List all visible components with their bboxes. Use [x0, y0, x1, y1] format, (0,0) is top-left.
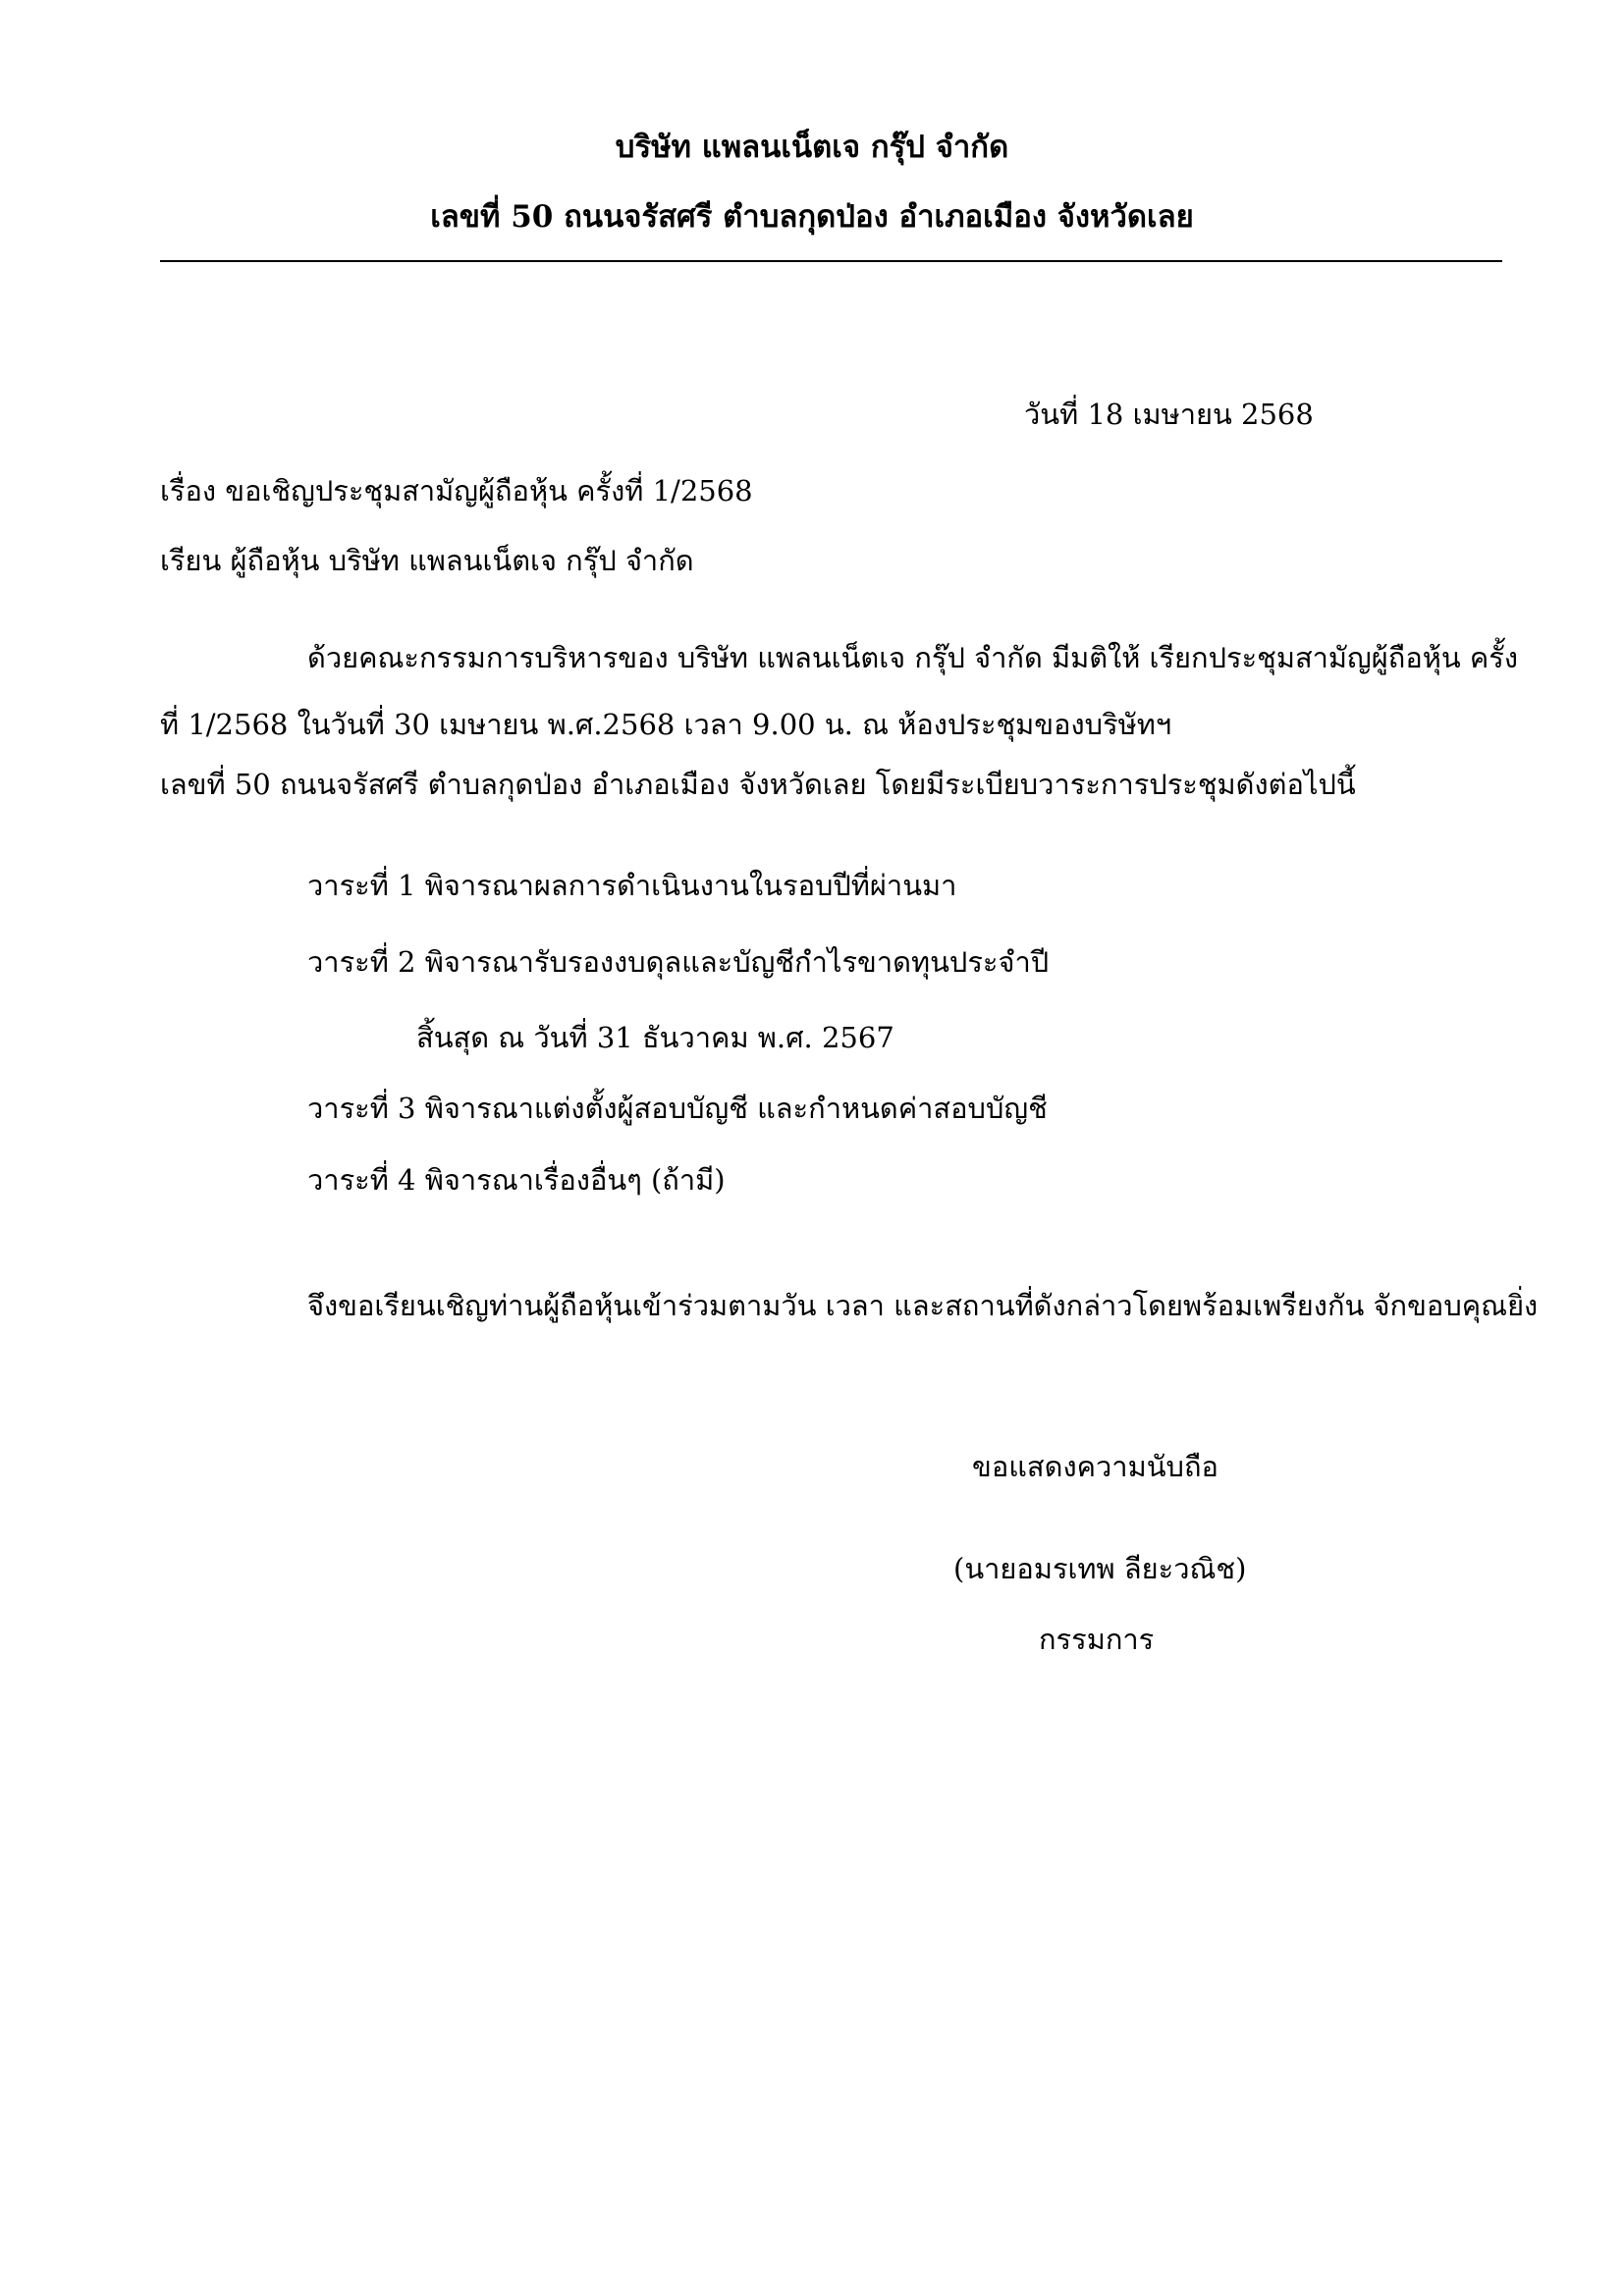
body-line-1: ด้วยคณะกรรมการบริหารของ บริษัท แพลนเน็ตเจ กรุ๊ป จำกัด มีมติให้ เรียกประชุมสามัญผู้ถือหุ้น ครั้ง	[307, 641, 1519, 674]
body-line-3: เลขที่ 50 ถนนจรัสศรี ตำบลกุดป่อง อำเภอเมือง จังหวัดเลย โดยมีระเบียบวาระการประชุมดังต่อไปนี้	[160, 768, 1356, 801]
agenda-item: วาระที่ 1 พิจารณาผลการดำเนินงานในรอบปีที่ผ่านมา	[307, 869, 957, 902]
agenda-item: วาระที่ 2 พิจารณารับรองงบดุลและบัญชีกำไรขาดทุนประจำปี	[307, 945, 1050, 979]
header-divider	[160, 260, 1502, 262]
letter-subject: เรื่อง ขอเชิญประชุมสามัญผู้ถือหุ้น ครั้งที่ 1/2568	[160, 474, 753, 507]
body-line-2: ที่ 1/2568 ในวันที่ 30 เมษายน พ.ศ.2568 เวลา 9.00 น. ณ ห้องประชุมของบริษัทฯ	[160, 708, 1172, 741]
agenda-item-continuation: สิ้นสุด ณ วันที่ 31 ธันวาคม พ.ศ. 2567	[416, 1021, 894, 1054]
signature-name: (นายอมรเทพ ลียะวณิช)	[953, 1552, 1247, 1585]
closing-statement: จึงขอเรียนเชิญท่านผู้ถือหุ้นเข้าร่วมตามวัน เวลา และสถานที่ดังกล่าวโดยพร้อมเพรียงกัน จักขอบคุณยิ่ง	[307, 1289, 1539, 1322]
agenda-item: วาระที่ 3 พิจารณาแต่งตั้งผู้สอบบัญชี และกำหนดค่าสอบบัญชี	[307, 1092, 1048, 1125]
company-address: เลขที่ 50 ถนนจรัสศรี ตำบลกุดป่อง อำเภอเมือง จังหวัดเลย	[430, 199, 1194, 235]
company-name: บริษัท แพลนเน็ตเจ กรุ๊ป จำกัด	[615, 130, 1009, 165]
signature-position: กรรมการ	[1039, 1623, 1155, 1656]
letter-recipient: เรียน ผู้ถือหุ้น บริษัท แพลนเน็ตเจ กรุ๊ป จำกัด	[160, 544, 694, 577]
agenda-item: วาระที่ 4 พิจารณาเรื่องอื่นๆ (ถ้ามี)	[307, 1163, 726, 1197]
signature-regards: ขอแสดงความนับถือ	[972, 1450, 1218, 1483]
letter-date: วันที่ 18 เมษายน 2568	[1024, 398, 1314, 431]
